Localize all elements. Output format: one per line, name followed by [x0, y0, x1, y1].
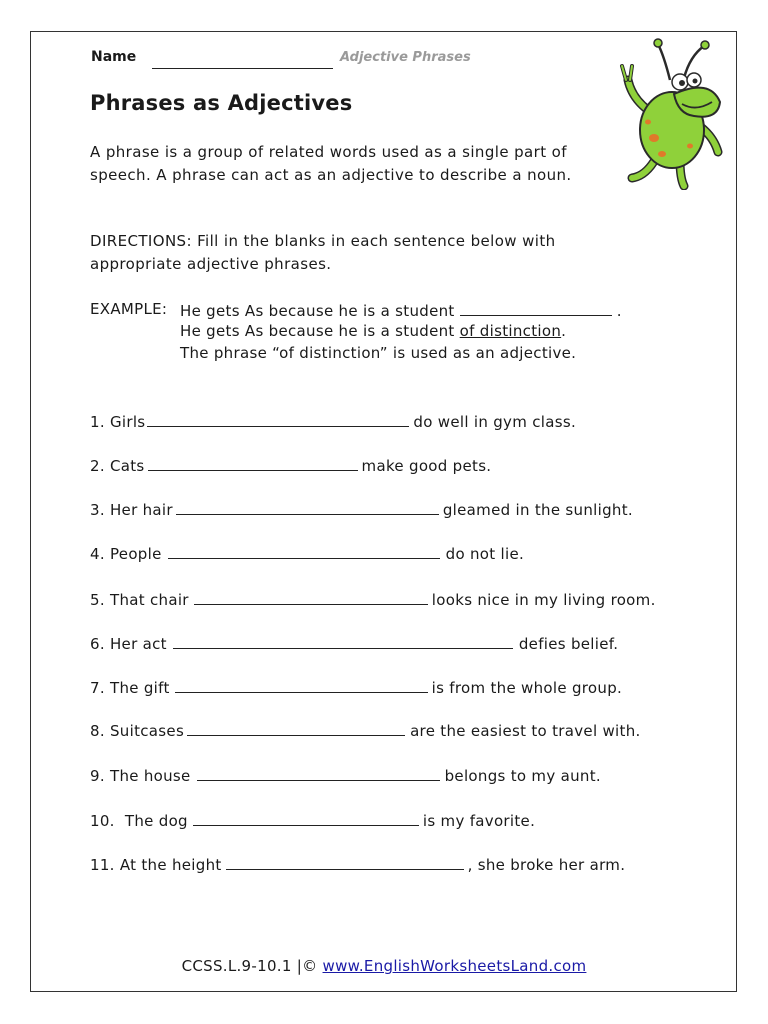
question-9	[90, 765, 601, 785]
question-4	[90, 543, 524, 563]
question-8	[90, 720, 641, 740]
name-field-line[interactable]	[152, 68, 333, 69]
question-4-suffix: do not lie.	[445, 545, 525, 563]
question-3	[90, 499, 633, 519]
question-9-prefix: 9. The house	[90, 767, 191, 785]
example-line-3: The phrase “of distinction” is used as an adjective.	[180, 344, 577, 362]
name-label: Name	[91, 49, 137, 65]
directions-paragraph: DIRECTIONS: Fill in the blanks in each sentence below with appropriate adjective phrases.	[90, 232, 556, 273]
question-4-blank[interactable]	[168, 543, 440, 559]
example-line-2-end: .	[561, 322, 567, 340]
question-1-suffix: do well in gym class.	[413, 413, 577, 431]
question-6	[90, 633, 618, 653]
worksheet-topic-label: Adjective Phrases	[340, 50, 471, 65]
question-7-prefix: 7. The gift	[90, 679, 170, 697]
example-line-1-end: .	[616, 302, 622, 320]
question-6-suffix: defies belief.	[518, 635, 619, 653]
example-line-2	[180, 322, 566, 340]
question-5	[90, 589, 656, 609]
question-3-suffix: gleamed in the sunlight.	[442, 501, 633, 519]
question-11-prefix: 11. At the height	[90, 856, 222, 874]
question-6-prefix: 6. Her act	[90, 635, 167, 653]
question-1-blank[interactable]	[147, 411, 409, 427]
question-8-blank[interactable]	[187, 720, 405, 736]
question-2	[90, 455, 491, 475]
question-1-prefix: 1. Girls	[90, 413, 146, 431]
question-5-blank[interactable]	[194, 589, 428, 605]
question-4-prefix: 4. People	[90, 545, 162, 563]
alien-mascot-icon	[618, 38, 730, 190]
question-2-prefix: 2. Cats	[90, 457, 145, 475]
example-phrase: of distinction	[459, 322, 562, 340]
example-blank	[460, 300, 612, 316]
question-7-blank[interactable]	[175, 677, 428, 693]
example-label: EXAMPLE:	[90, 300, 168, 318]
question-11	[90, 854, 625, 874]
question-10-prefix: 10. The dog	[90, 812, 188, 830]
question-1	[90, 411, 576, 431]
question-2-blank[interactable]	[148, 455, 358, 471]
question-6-blank[interactable]	[173, 633, 513, 649]
footer	[0, 957, 768, 975]
question-3-prefix: 3. Her hair	[90, 501, 173, 519]
question-8-prefix: 8. Suitcases	[90, 722, 185, 740]
example-line-1	[180, 300, 622, 320]
question-10-suffix: is my favorite.	[422, 812, 536, 830]
question-11-suffix: , she broke her arm.	[467, 856, 626, 874]
question-3-blank[interactable]	[176, 499, 439, 515]
question-9-suffix: belongs to my aunt.	[444, 767, 601, 785]
intro-paragraph: A phrase is a group of related words used as a single part of speech. A phrase can act as an adjective to describe a noun.	[90, 143, 572, 184]
question-8-suffix: are the easiest to travel with.	[410, 722, 641, 740]
question-2-suffix: make good pets.	[361, 457, 492, 475]
question-11-blank[interactable]	[226, 854, 464, 870]
question-5-prefix: 5. That chair	[90, 591, 189, 609]
question-5-suffix: looks nice in my living room.	[431, 591, 656, 609]
question-7-suffix: is from the whole group.	[431, 679, 623, 697]
question-9-blank[interactable]	[197, 765, 440, 781]
question-7	[90, 677, 622, 697]
example-line-2-text: He gets As because he is a student	[180, 322, 460, 340]
question-10	[90, 810, 535, 830]
footer-website-link[interactable]: www.EnglishWorksheetsLand.com	[322, 957, 587, 975]
question-10-blank[interactable]	[193, 810, 419, 826]
page-title: Phrases as Adjectives	[90, 91, 353, 115]
example-line-1-text: He gets As because he is a student	[180, 302, 455, 320]
footer-standard-text: CCSS.L.9-10.1 |©	[181, 957, 318, 975]
